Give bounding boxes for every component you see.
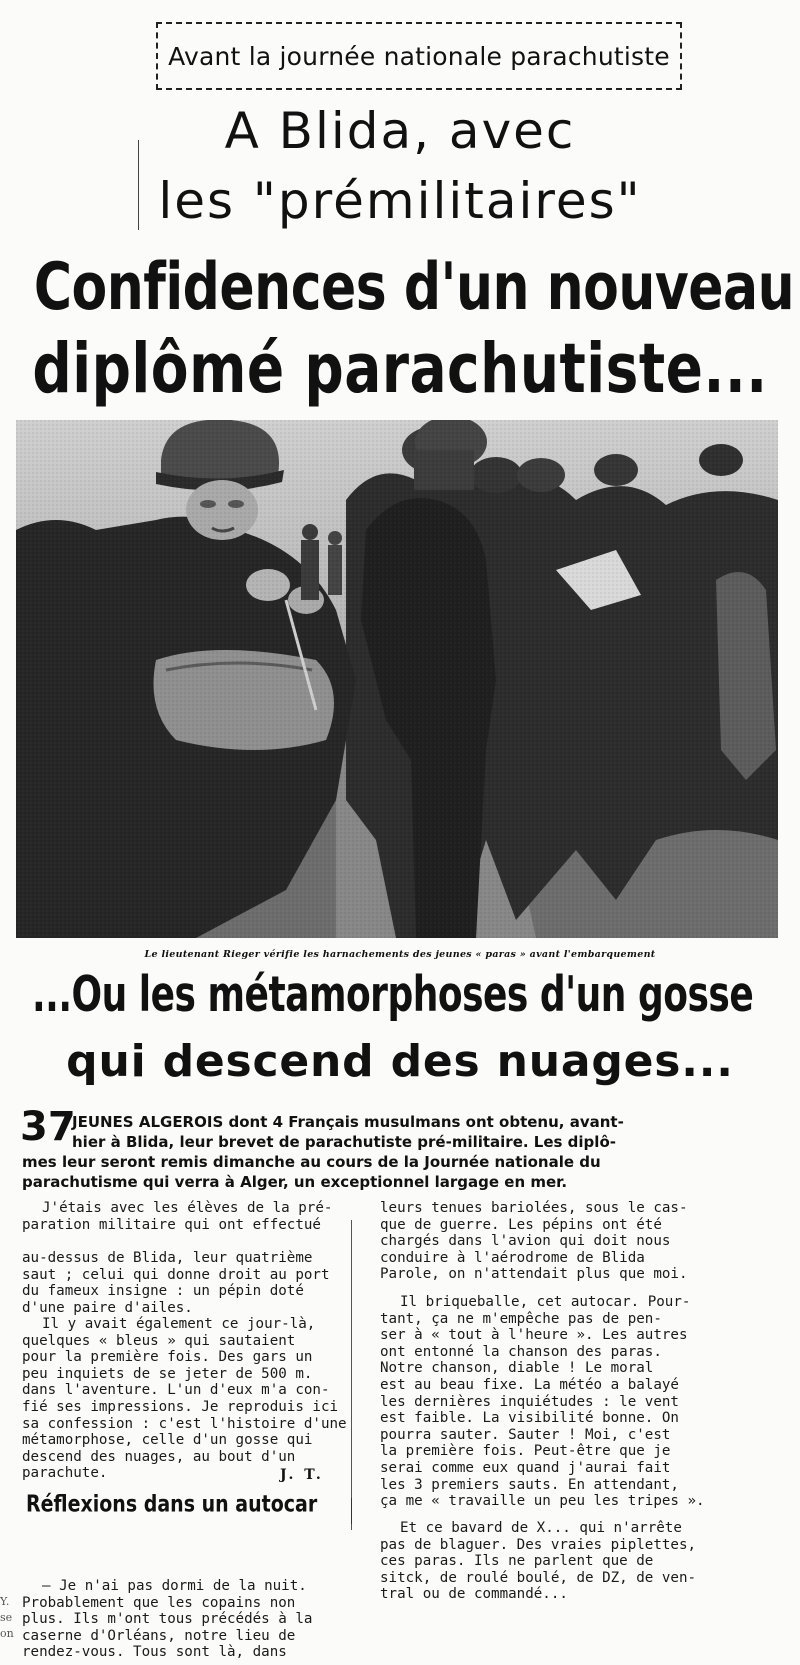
text-line: au-dessus de Blida, leur quatrième bbox=[22, 1250, 313, 1266]
column-divider bbox=[351, 1498, 352, 1524]
lede-number: 37 bbox=[20, 1104, 76, 1150]
text-line: J'étais avec les élèves de la pré- bbox=[42, 1200, 333, 1216]
text-line: quelques « bleus » qui sautaient bbox=[22, 1332, 296, 1349]
text-line: fié ses impressions. Je reproduis ici bbox=[22, 1398, 339, 1415]
lede-line: hier à Blida, leur brevet de parachutiste pré-militaire. Les diplô- bbox=[72, 1133, 616, 1151]
text-line: Notre chanson, diable ! Le moral bbox=[380, 1360, 654, 1377]
text-line: Parole, on n'attendait plus que moi. bbox=[380, 1266, 688, 1283]
text-line: est au beau fixe. La météo a balayé bbox=[380, 1376, 679, 1393]
right-column-para-1 bbox=[380, 1200, 725, 1283]
left-column-para-3 bbox=[22, 1316, 352, 1482]
text-line: parachute. bbox=[22, 1465, 108, 1482]
edge-fragment: se bbox=[0, 1611, 13, 1624]
text-line: sa confession : c'est l'histoire d'une bbox=[22, 1415, 347, 1432]
lede-line: JEUNES ALGEROIS dont 4 Français musulmans ont obtenu, avant- bbox=[72, 1113, 624, 1131]
text-line: ser à « tout à l'heure ». Les autres bbox=[380, 1327, 688, 1344]
left-column-para-4 bbox=[22, 1578, 352, 1661]
left-column-para-2 bbox=[22, 1250, 352, 1316]
photo-caption: Le lieutenant Rieger vérifie les harnachements des jeunes « paras » avant l'embarquement bbox=[144, 949, 656, 960]
text-line: pas de blaguer. Des vraies piplettes, bbox=[380, 1536, 697, 1553]
headline-line-5: ...Ou les métamorphoses d'un gosse bbox=[32, 968, 754, 1024]
text-line: que de guerre. Les pépins ont été bbox=[380, 1216, 662, 1233]
text-line: paration militaire qui ont effectué bbox=[22, 1216, 321, 1233]
text-line: saut ; celui qui donne droit au port bbox=[22, 1266, 330, 1283]
news-photo bbox=[16, 420, 778, 938]
edge-fragment: on bbox=[0, 1627, 14, 1640]
text-line: du fameux insigne : un pépin doté bbox=[22, 1283, 304, 1300]
headline-line-1: A Blida, avec bbox=[224, 102, 576, 160]
text-line: Il briqueballe, cet autocar. Pour- bbox=[400, 1294, 691, 1310]
left-column-para-1 bbox=[22, 1200, 352, 1233]
text-line: ces paras. Ils ne parlent que de bbox=[380, 1553, 654, 1570]
text-line: Probablement que les copains non bbox=[22, 1594, 296, 1611]
text-line: serai comme eux quand j'aurai fait bbox=[380, 1459, 671, 1476]
right-column-para-3 bbox=[380, 1520, 725, 1603]
text-line: peu inquiets de se jeter de 500 m. bbox=[22, 1365, 313, 1382]
text-line: les 3 premiers sauts. En attendant, bbox=[380, 1476, 679, 1493]
text-line: conduire à l'aérodrome de Blida bbox=[380, 1249, 645, 1266]
paratroopers-photo bbox=[16, 420, 778, 938]
edge-fragment: Y. bbox=[0, 1595, 10, 1608]
text-line: tant, ça ne m'empêche pas de pen- bbox=[380, 1310, 662, 1327]
text-line: Et ce bavard de X... qui n'arrête bbox=[400, 1520, 682, 1536]
text-line: pour la première fois. Des gars un bbox=[22, 1349, 313, 1366]
text-line: pourra sauter. Sauter ! Moi, c'est bbox=[380, 1426, 671, 1443]
text-line: métamorphose, celle d'un gosse qui bbox=[22, 1432, 313, 1449]
text-line: leurs tenues bariolées, sous le cas- bbox=[380, 1200, 688, 1216]
text-line: d'une paire d'ailes. bbox=[22, 1299, 193, 1316]
text-line: chargés dans l'avion qui doit nous bbox=[380, 1233, 671, 1250]
headline-line-3: Confidences d'un nouveau bbox=[33, 250, 795, 325]
text-line: descend des nuages, au bout d'un bbox=[22, 1448, 296, 1465]
kicker-box bbox=[156, 22, 682, 90]
text-line: — Je n'ai pas dormi de la nuit. bbox=[42, 1578, 307, 1594]
text-line: Il y avait également ce jour-là, bbox=[42, 1316, 316, 1332]
headline-line-2: les "prémilitaires" bbox=[158, 172, 642, 230]
lede-paragraph bbox=[22, 1112, 716, 1192]
text-line: est faible. La visibilité bonne. On bbox=[380, 1410, 679, 1427]
text-line: sitck, de roulé boulé, de DZ, de ven- bbox=[380, 1569, 697, 1586]
text-line: tral ou de commandé... bbox=[380, 1586, 568, 1603]
lede-line: parachutisme qui verra à Alger, un exceptionnel largage en mer. bbox=[22, 1173, 568, 1191]
text-line: la première fois. Peut-être que je bbox=[380, 1443, 671, 1460]
right-column-para-2 bbox=[380, 1294, 725, 1510]
author-signature: J. T. bbox=[280, 1467, 324, 1483]
lede-line: mes leur seront remis dimanche au cours de la Journée nationale du bbox=[22, 1153, 601, 1171]
headline-line-6: qui descend des nuages... bbox=[66, 1036, 734, 1087]
text-line: les dernières inquiétudes : le vent bbox=[380, 1393, 679, 1410]
text-line: ont entonné la chanson des paras. bbox=[380, 1343, 662, 1360]
text-line: caserne d'Orléans, notre lieu de bbox=[22, 1627, 296, 1644]
text-line: rendez-vous. Tous sont là, dans bbox=[22, 1644, 287, 1661]
kicker: Avant la journée nationale parachutiste bbox=[168, 41, 670, 71]
subheading: Réflexions dans un autocar bbox=[26, 1491, 318, 1518]
text-line: dans l'aventure. L'un d'eux m'a con- bbox=[22, 1382, 330, 1399]
text-line: ça me « travaille un peu les tripes ». bbox=[380, 1493, 705, 1510]
headline-line-4: diplômé parachutiste... bbox=[32, 328, 768, 408]
text-line: plus. Ils m'ont tous précédés à la bbox=[22, 1611, 313, 1628]
